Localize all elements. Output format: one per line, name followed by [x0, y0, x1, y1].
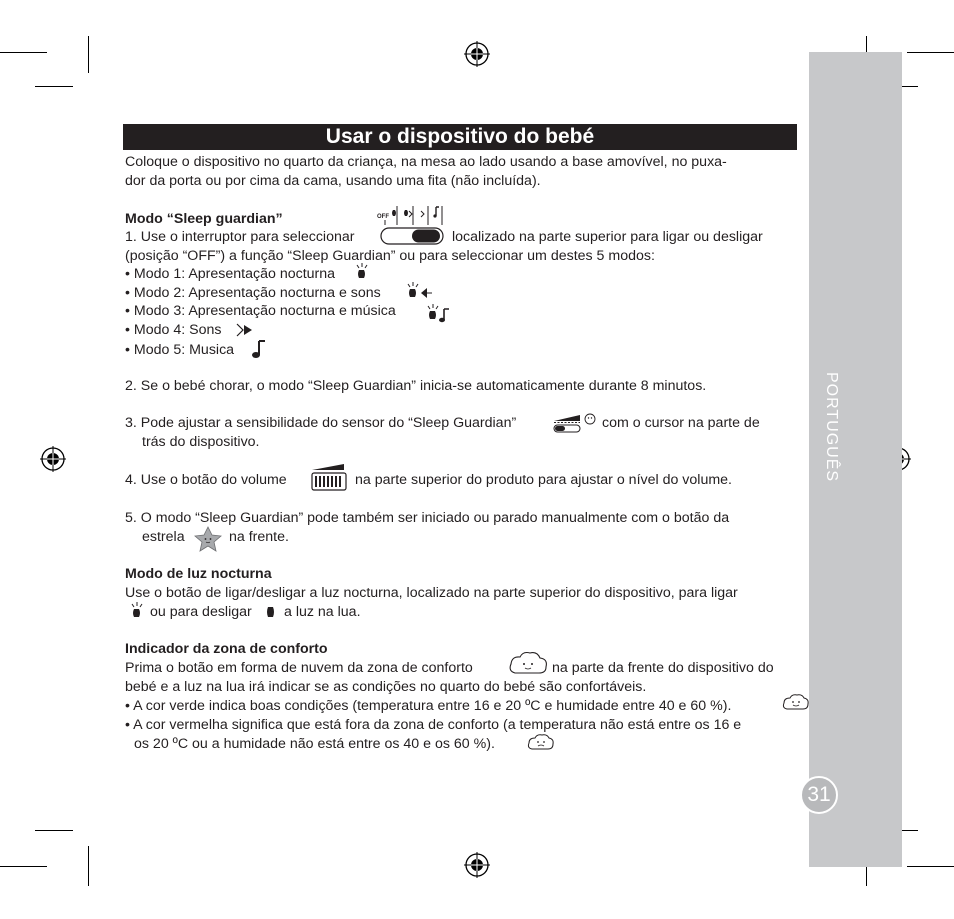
section-heading-sleep-guardian: Modo “Sleep guardian” — [125, 211, 283, 227]
comfort-bullet-green: • A cor verde indica boas condições (temperatura entre 16 e 20 ºC e humidade entre 40 e 60 %). — [125, 698, 732, 714]
section-heading-comfort-zone: Indicador da zona de conforto — [125, 641, 328, 657]
mode-2-item: • Modo 2: Apresentação nocturna e sons — [125, 285, 381, 301]
night-light-sounds-icon — [405, 281, 433, 301]
mode-selector-labels-icon — [376, 202, 444, 226]
night-light-text-line2: ou para desligar — [150, 604, 252, 620]
step-2-text: 2. Se o bebé chorar, o modo “Sleep Guardian” inicia-se automaticamente durante 8 minutos. — [125, 378, 707, 394]
side-tab-label: PORTUGUÊS — [823, 372, 840, 483]
section-heading-night-light: Modo de luz nocturna — [125, 566, 272, 582]
comfort-text-line2: bebé e a luz na lua irá indicar se as condições no quarto do bebé são confortáveis. — [125, 679, 647, 695]
switch-off-label: OFF — [377, 214, 389, 220]
comfort-text-continued: na parte da frente do dispositivo do — [552, 660, 774, 676]
step-1-text-continued: localizado na parte superior para ligar ou desligar — [452, 229, 763, 245]
registration-mark-icon — [40, 446, 66, 472]
step-5-text-line2: estrela — [142, 529, 185, 545]
night-light-on-icon — [354, 262, 370, 282]
registration-mark-icon — [464, 852, 490, 878]
night-light-text: Use o botão de ligar/desligar a luz nocturna, localizado na parte superior do dispositivo, para ligar — [125, 585, 738, 601]
step-1-text-line2: (posição “OFF”) a função “Sleep Guardian” ou para seleccionar um destes 5 modos: — [125, 248, 655, 264]
crop-mark — [88, 846, 89, 886]
crop-mark — [0, 866, 47, 867]
comfort-text: Prima o botão em forma de nuvem da zona de conforto — [125, 660, 473, 676]
night-light-music-icon — [425, 303, 451, 325]
mode-1-item: • Modo 1: Apresentação nocturna — [125, 266, 336, 282]
step-1-text: 1. Use o interruptor para seleccionar — [125, 229, 355, 245]
step-4-text-continued: na parte superior do produto para ajustar o nível do volume. — [355, 472, 732, 488]
sad-cloud-icon — [527, 732, 555, 752]
registration-mark-icon — [464, 41, 490, 67]
volume-control-icon — [310, 462, 348, 492]
night-light-off-icon — [264, 603, 278, 621]
mode-3-item: • Modo 3: Apresentação nocturna e música — [125, 303, 396, 319]
step-3-text: 3. Pode ajustar a sensibilidade do sensor do “Sleep Guardian” — [125, 415, 517, 431]
crop-mark — [907, 52, 954, 53]
crop-mark — [88, 36, 89, 73]
music-note-icon — [250, 338, 268, 360]
step-5-text: 5. O modo “Sleep Guardian” pode também ser iniciado ou parado manualmente com o botão da — [125, 510, 730, 526]
page-title: Usar o dispositivo do bebé — [123, 124, 797, 150]
intro-line: dor da porta ou por cima da cama, usando uma fita (não incluída). — [125, 173, 541, 189]
mode-switch-icon — [380, 227, 444, 245]
step-3-text-continued: com o cursor na parte de — [602, 415, 760, 431]
mode-5-item: • Modo 5: Musica — [125, 342, 235, 358]
page-number: 31 — [800, 776, 838, 814]
sounds-icon — [235, 321, 255, 339]
comfort-bullet-red: • A cor vermelha significa que está fora da zona de conforto (a temperatura não está entre os 16 e — [125, 717, 742, 733]
intro-line: Coloque o dispositivo no quarto da criança, na mesa ao lado usando a base amovível, no puxa- — [125, 154, 727, 170]
night-light-text-line2-continued: a luz na lua. — [284, 604, 361, 620]
night-light-on-icon — [129, 601, 145, 621]
step-5-text-continued: na frente. — [229, 529, 289, 545]
comfort-bullet-red-line2: os 20 ºC ou a humidade não está entre os 40 e os 60 %). — [134, 736, 495, 752]
crop-mark — [0, 52, 47, 53]
step-3-text-line2: trás do dispositivo. — [142, 434, 260, 450]
crop-mark — [35, 830, 73, 831]
mode-4-item: • Modo 4: Sons — [125, 322, 222, 338]
star-button-icon — [191, 524, 225, 554]
comfort-cloud-button-icon — [507, 649, 549, 677]
crop-mark — [35, 86, 73, 87]
sensitivity-slider-icon — [552, 412, 598, 434]
step-4-text: 4. Use o botão do volume — [125, 472, 287, 488]
happy-cloud-icon — [782, 692, 810, 712]
crop-mark — [907, 866, 954, 867]
